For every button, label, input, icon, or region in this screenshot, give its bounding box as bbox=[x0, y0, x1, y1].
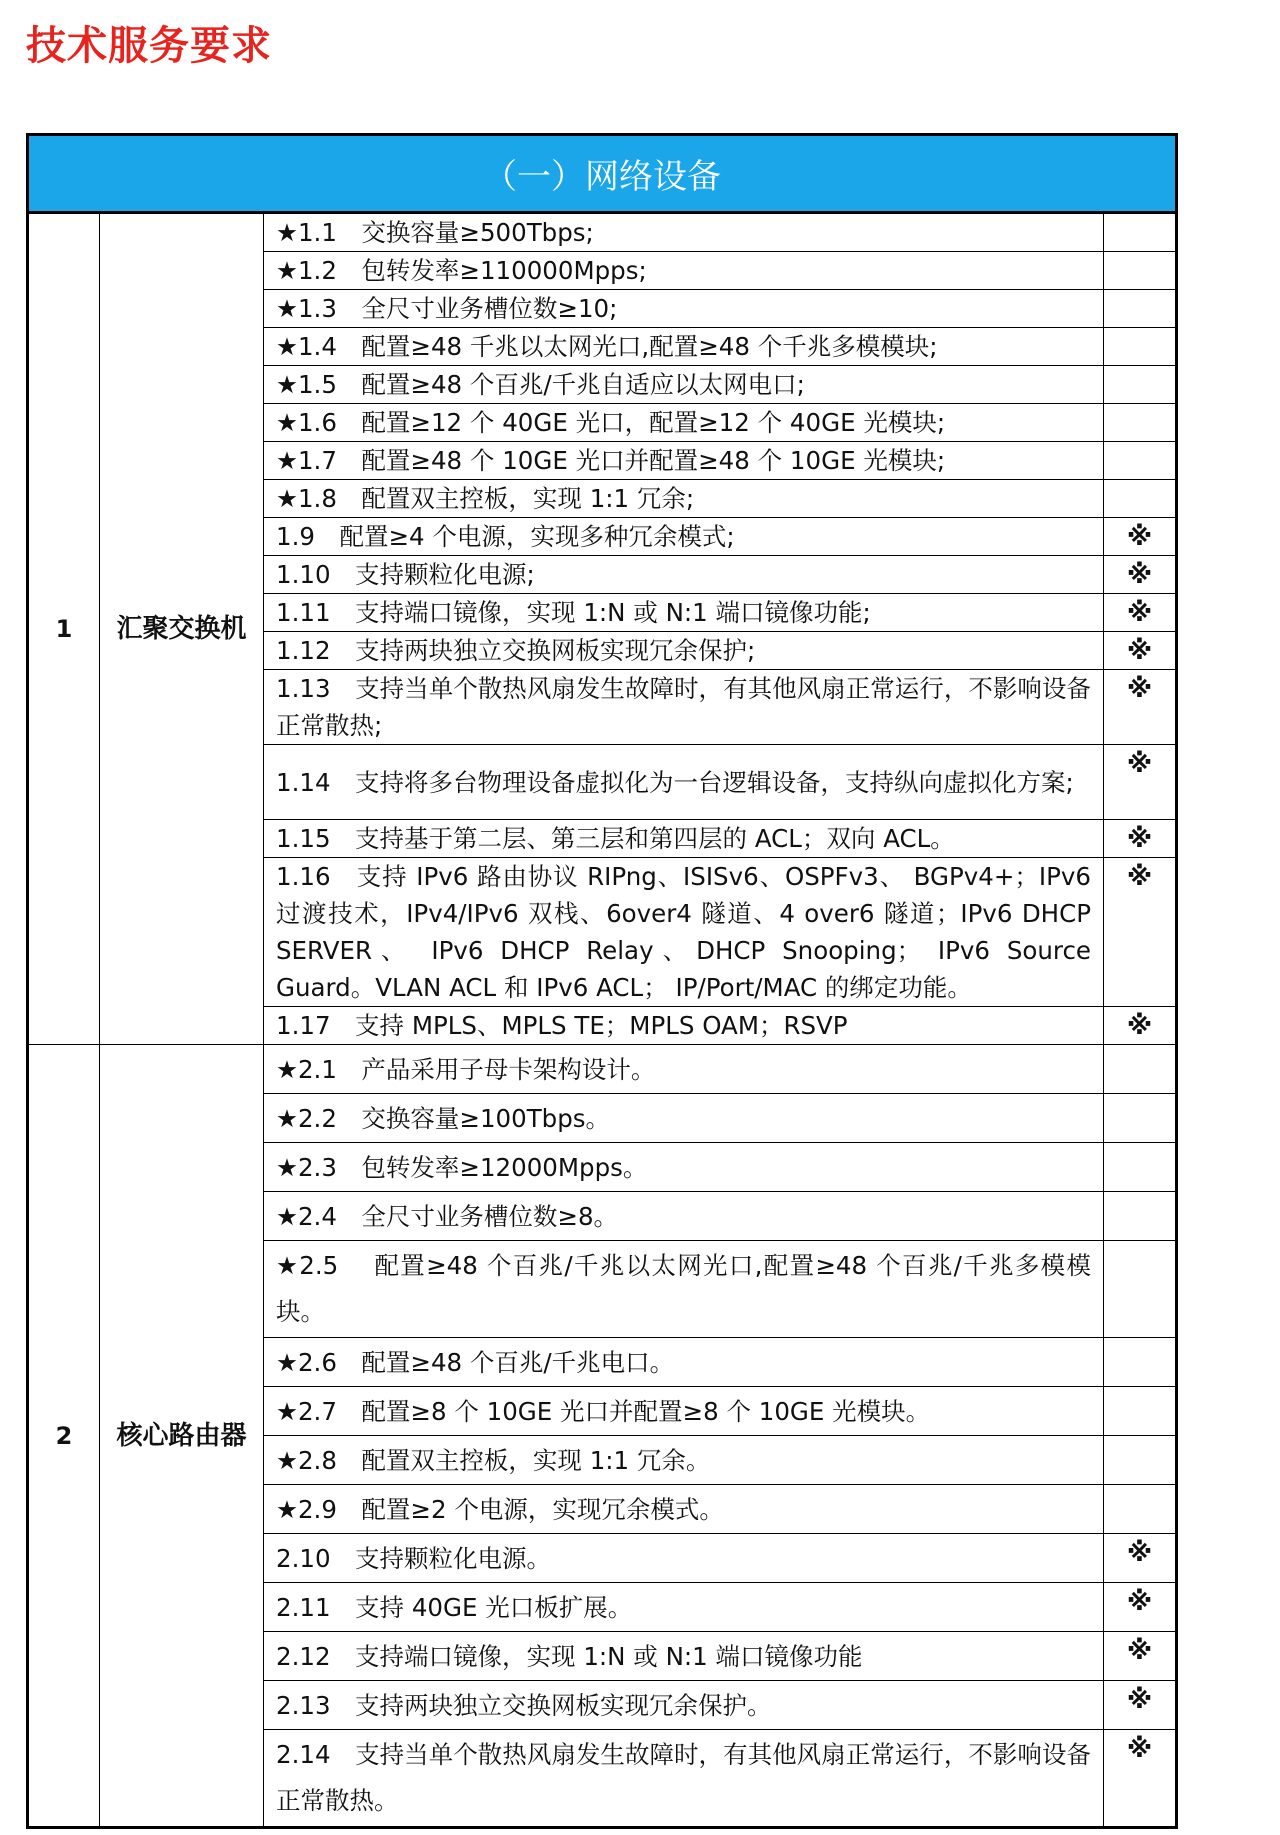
requirement-mark: ※ bbox=[1104, 1583, 1177, 1632]
requirement-mark: ※ bbox=[1104, 556, 1177, 594]
requirement-mark bbox=[1104, 1045, 1177, 1094]
requirement-text: ★2.9 配置≥2 个电源，实现冗余模式。 bbox=[264, 1485, 1104, 1534]
table-header-row bbox=[28, 135, 1177, 213]
section-name: 汇聚交换机 bbox=[100, 213, 264, 1045]
requirement-mark: ※ bbox=[1104, 858, 1177, 1007]
requirement-text: 1.9 配置≥4 个电源，实现多种冗余模式; bbox=[264, 518, 1104, 556]
requirement-text: 1.12 支持两块独立交换网板实现冗余保护; bbox=[264, 632, 1104, 670]
section-name: 核心路由器 bbox=[100, 1045, 264, 1828]
requirement-text: ★1.1 交换容量≥500Tbps; bbox=[264, 213, 1104, 252]
requirement-mark: ※ bbox=[1104, 594, 1177, 632]
requirement-text: 2.11 支持 40GE 光口板扩展。 bbox=[264, 1583, 1104, 1632]
requirement-text: 1.17 支持 MPLS、MPLS TE；MPLS OAM；RSVP bbox=[264, 1007, 1104, 1045]
table-row bbox=[28, 213, 1177, 252]
requirement-mark: ※ bbox=[1104, 1632, 1177, 1681]
section-number: 2 bbox=[28, 1045, 100, 1828]
requirement-text: 2.10 支持颗粒化电源。 bbox=[264, 1534, 1104, 1583]
requirement-text: ★2.5 配置≥48 个百兆/千兆以太网光口,配置≥48 个百兆/千兆多模模块。 bbox=[264, 1241, 1104, 1338]
requirement-mark bbox=[1104, 1094, 1177, 1143]
requirement-text: 1.16 支持 IPv6 路由协议 RIPng、ISISv6、OSPFv3、 BGPv4+；IPv6 过渡技术，IPv4/IPv6 双栈、6over4 隧道、4 over6 隧道；IPv6 DHCP SERVER、 IPv6 DHCP Relay、DHCP Snooping； IPv6 Source Guard。VLAN ACL 和 IPv6 ACL； IP/Port/MAC 的绑定功能。 bbox=[264, 858, 1104, 1007]
requirement-text: 1.10 支持颗粒化电源; bbox=[264, 556, 1104, 594]
requirement-mark bbox=[1104, 1387, 1177, 1436]
requirement-mark: ※ bbox=[1104, 1007, 1177, 1045]
requirement-text: ★1.6 配置≥12 个 40GE 光口，配置≥12 个 40GE 光模块; bbox=[264, 404, 1104, 442]
requirement-text: ★2.2 交换容量≥100Tbps。 bbox=[264, 1094, 1104, 1143]
requirement-mark: ※ bbox=[1104, 670, 1177, 745]
requirement-mark: ※ bbox=[1104, 1534, 1177, 1583]
requirement-text: ★1.3 全尺寸业务槽位数≥10; bbox=[264, 290, 1104, 328]
requirement-mark bbox=[1104, 213, 1177, 252]
requirement-mark bbox=[1104, 366, 1177, 404]
requirement-text: 1.11 支持端口镜像，实现 1:N 或 N:1 端口镜像功能; bbox=[264, 594, 1104, 632]
requirement-mark: ※ bbox=[1104, 632, 1177, 670]
requirement-text: 2.13 支持两块独立交换网板实现冗余保护。 bbox=[264, 1681, 1104, 1730]
requirement-mark: ※ bbox=[1104, 820, 1177, 858]
requirement-text: 1.14 支持将多台物理设备虚拟化为一台逻辑设备，支持纵向虚拟化方案; bbox=[264, 745, 1104, 820]
requirement-text: ★1.2 包转发率≥110000Mpps; bbox=[264, 252, 1104, 290]
requirement-mark bbox=[1104, 404, 1177, 442]
requirement-text: ★2.3 包转发率≥12000Mpps。 bbox=[264, 1143, 1104, 1192]
requirement-text: ★2.7 配置≥8 个 10GE 光口并配置≥8 个 10GE 光模块。 bbox=[264, 1387, 1104, 1436]
requirement-text: 1.15 支持基于第二层、第三层和第四层的 ACL；双向 ACL。 bbox=[264, 820, 1104, 858]
requirement-mark bbox=[1104, 1485, 1177, 1534]
requirement-text: ★2.8 配置双主控板，实现 1:1 冗余。 bbox=[264, 1436, 1104, 1485]
page-title: 技术服务要求 bbox=[26, 23, 272, 69]
requirement-mark bbox=[1104, 328, 1177, 366]
requirement-mark bbox=[1104, 252, 1177, 290]
requirement-mark bbox=[1104, 1241, 1177, 1338]
requirement-mark: ※ bbox=[1104, 1730, 1177, 1828]
requirement-mark: ※ bbox=[1104, 1681, 1177, 1730]
requirement-mark: ※ bbox=[1104, 745, 1177, 820]
requirement-text: ★1.5 配置≥48 个百兆/千兆自适应以太网电口; bbox=[264, 366, 1104, 404]
requirement-mark bbox=[1104, 1143, 1177, 1192]
requirement-text: 1.13 支持当单个散热风扇发生故障时，有其他风扇正常运行，不影响设备正常散热; bbox=[264, 670, 1104, 745]
table-header: （一）网络设备 bbox=[28, 135, 1177, 213]
requirement-mark bbox=[1104, 480, 1177, 518]
spec-table bbox=[26, 133, 1178, 1829]
spec-table-container bbox=[26, 133, 1175, 1829]
requirement-text: ★1.8 配置双主控板，实现 1:1 冗余; bbox=[264, 480, 1104, 518]
requirement-mark bbox=[1104, 1338, 1177, 1387]
requirement-mark bbox=[1104, 290, 1177, 328]
requirement-mark bbox=[1104, 1192, 1177, 1241]
requirement-text: ★1.7 配置≥48 个 10GE 光口并配置≥48 个 10GE 光模块; bbox=[264, 442, 1104, 480]
requirement-text: ★2.4 全尺寸业务槽位数≥8。 bbox=[264, 1192, 1104, 1241]
requirement-text: ★2.6 配置≥48 个百兆/千兆电口。 bbox=[264, 1338, 1104, 1387]
requirement-mark bbox=[1104, 1436, 1177, 1485]
requirement-text: 2.12 支持端口镜像，实现 1:N 或 N:1 端口镜像功能 bbox=[264, 1632, 1104, 1681]
section-number: 1 bbox=[28, 213, 100, 1045]
requirement-text: ★1.4 配置≥48 千兆以太网光口,配置≥48 个千兆多模模块; bbox=[264, 328, 1104, 366]
requirement-text: ★2.1 产品采用子母卡架构设计。 bbox=[264, 1045, 1104, 1094]
table-row bbox=[28, 1045, 1177, 1094]
requirement-mark: ※ bbox=[1104, 518, 1177, 556]
requirement-mark bbox=[1104, 442, 1177, 480]
requirement-text: 2.14 支持当单个散热风扇发生故障时，有其他风扇正常运行，不影响设备正常散热。 bbox=[264, 1730, 1104, 1828]
